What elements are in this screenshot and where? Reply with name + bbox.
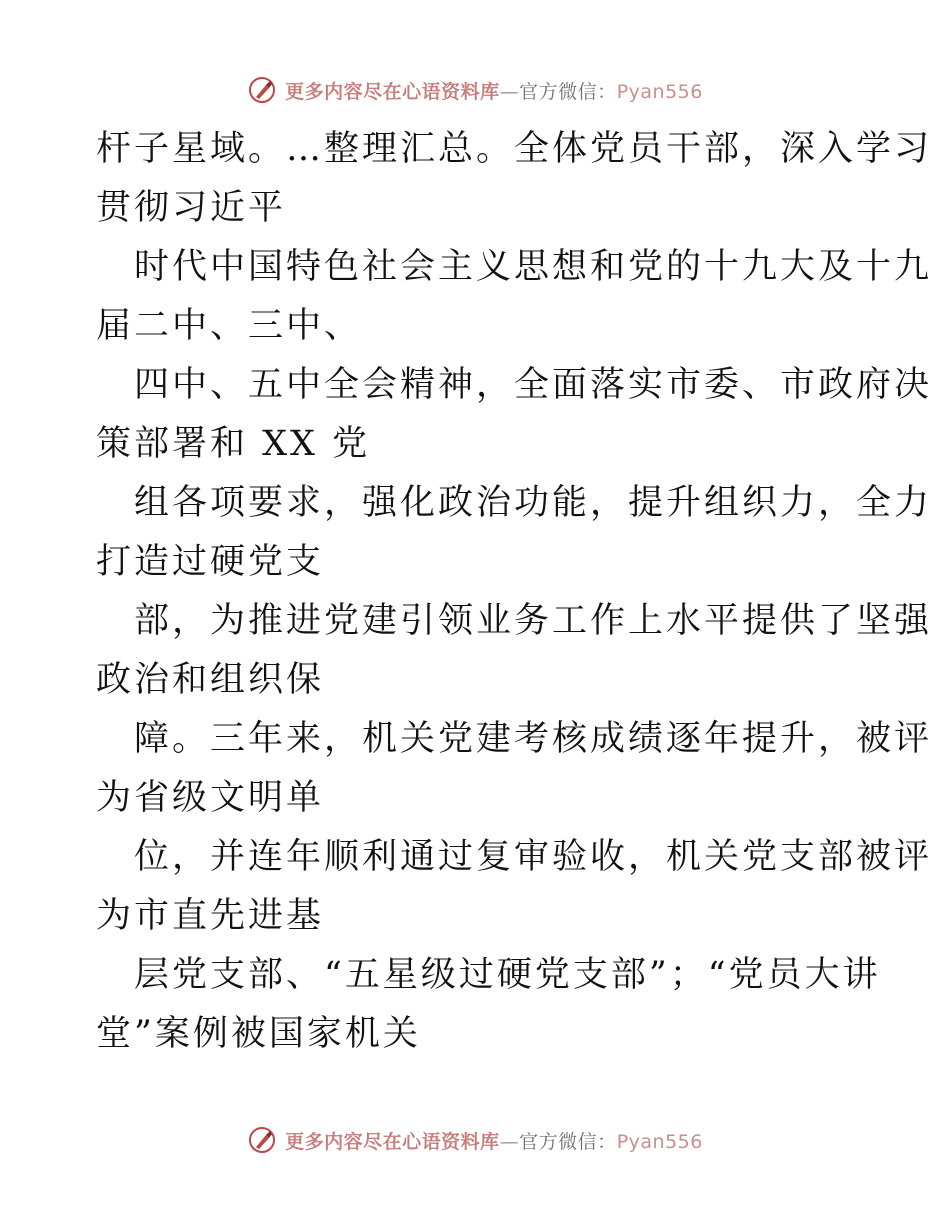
text-line: 部，为推进党建引领业务工作上水平提供了坚强 bbox=[134, 601, 933, 641]
text-line: 位，并连年顺利通过复审验收，机关党支部被评 bbox=[134, 837, 933, 877]
text-line: 政治和组织保 bbox=[96, 660, 325, 700]
footer-watermark bbox=[0, 1120, 950, 1160]
text-line: 杆子星域。…整理汇总。全体党员干部，深入学习 bbox=[96, 129, 933, 169]
text-line: 堂”案例被国家机关 bbox=[96, 1014, 421, 1054]
text-line: 组各项要求，强化政治功能，提升组织力，全力 bbox=[134, 483, 933, 523]
document-body bbox=[96, 120, 933, 1064]
watermark-text bbox=[285, 1127, 703, 1154]
text-line: 为省级文明单 bbox=[96, 778, 325, 818]
text-line: 打造过硬党支 bbox=[96, 542, 325, 582]
watermark-wechat-id: Pyan556 bbox=[616, 1130, 703, 1153]
header-watermark bbox=[0, 70, 950, 110]
text-line: 时代中国特色社会主义思想和党的十九大及十九 bbox=[134, 247, 933, 287]
watermark-official-label: 官方微信： bbox=[519, 1130, 617, 1153]
text-line: 为市直先进基 bbox=[96, 896, 325, 936]
text-line: 贯彻习近平 bbox=[96, 188, 287, 228]
pen-nib-logo-icon bbox=[247, 1125, 277, 1155]
watermark-dash: — bbox=[499, 1130, 520, 1153]
pen-nib-logo-icon bbox=[247, 75, 277, 105]
text-line: 策部署和 XX 党 bbox=[96, 424, 371, 464]
text-line: 层党支部、“五星级过硬党支部”；“党员大讲 bbox=[134, 955, 881, 995]
text-line: 届二中、三中、 bbox=[96, 306, 363, 346]
watermark-brand: 更多内容尽在心语资料库 bbox=[285, 1130, 500, 1153]
watermark-text bbox=[285, 77, 703, 104]
watermark-official-label: 官方微信： bbox=[519, 80, 617, 103]
watermark-dash: — bbox=[499, 80, 520, 103]
text-line: 障。三年来，机关党建考核成绩逐年提升，被评 bbox=[134, 719, 933, 759]
text-line: 四中、五中全会精神，全面落实市委、市政府决 bbox=[134, 365, 933, 405]
watermark-brand: 更多内容尽在心语资料库 bbox=[285, 80, 500, 103]
watermark-wechat-id: Pyan556 bbox=[616, 80, 703, 103]
